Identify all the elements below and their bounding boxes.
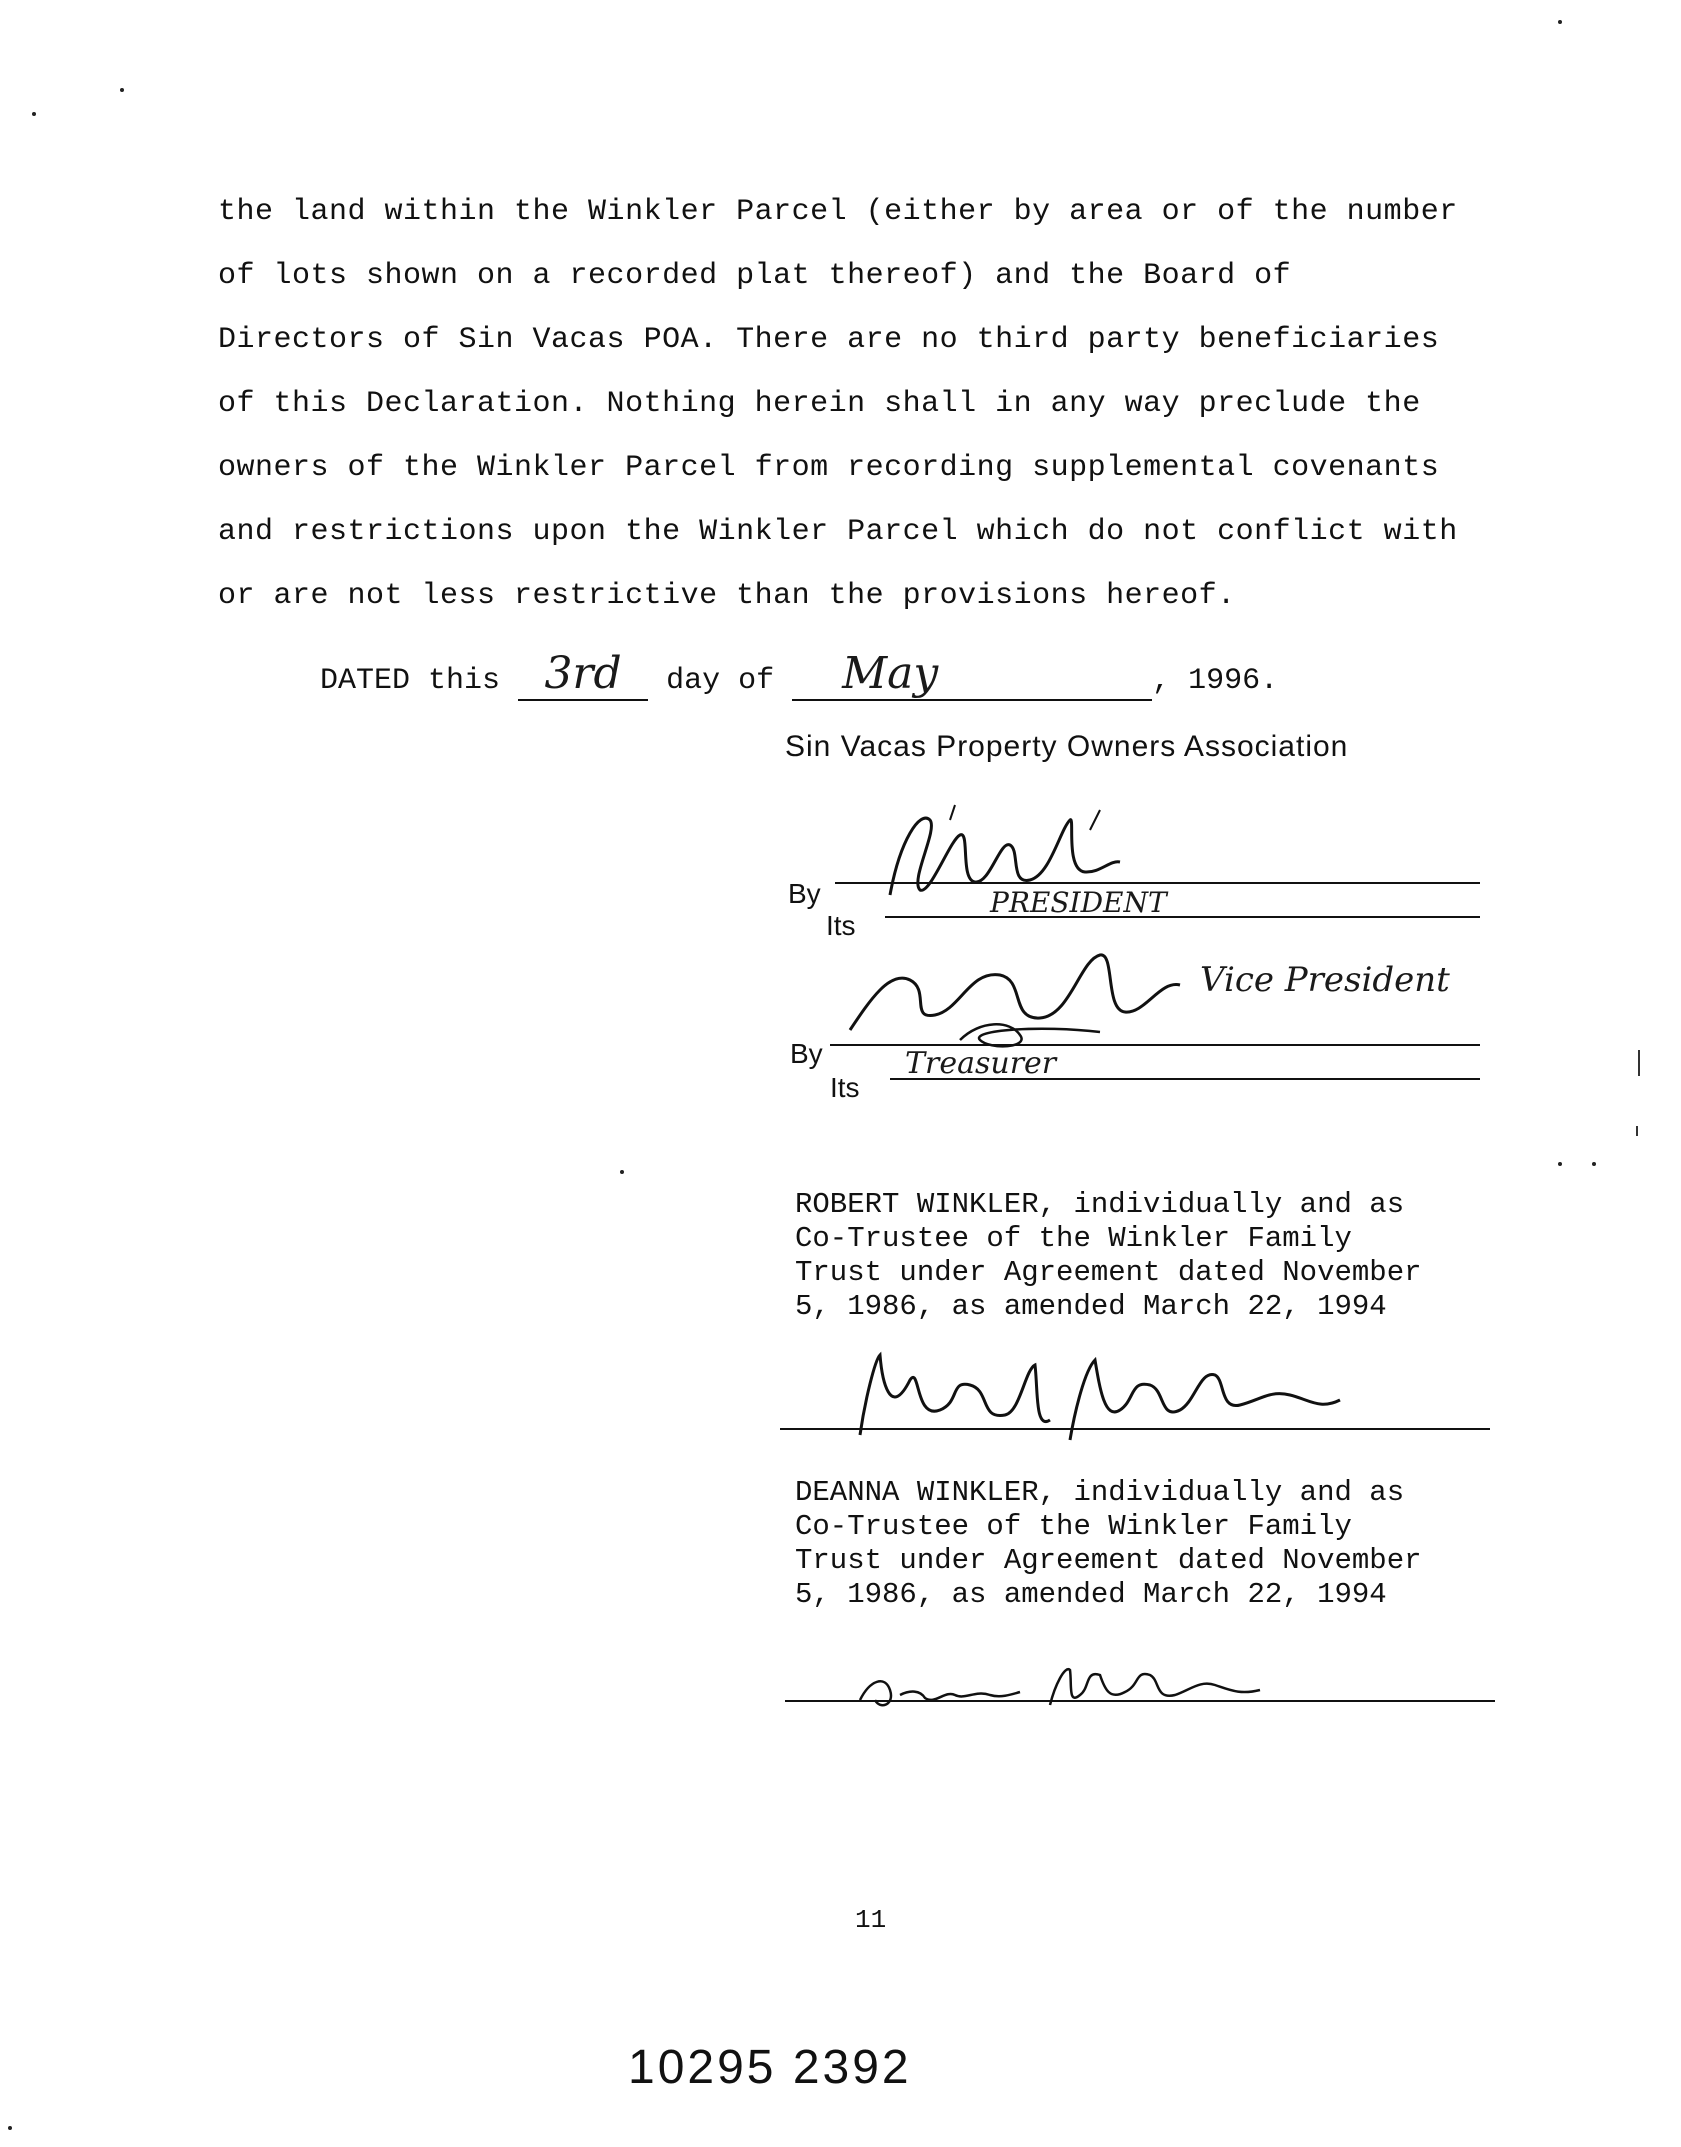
month-field: [792, 648, 1152, 701]
scan-mark: [1636, 1126, 1638, 1136]
robert-line: ROBERT WINKLER, individually and as: [795, 1188, 1405, 1221]
dated-line: [320, 648, 1278, 701]
robert-line: Trust under Agreement dated November: [795, 1256, 1422, 1289]
dated-prefix: DATED this: [320, 664, 501, 698]
handwritten-title-2: Vice President: [1200, 960, 1450, 1000]
scan-speck: [32, 112, 36, 116]
deanna-winkler-signature: [850, 1650, 1320, 1720]
deanna-line: Co-Trustee of the Winkler Family: [795, 1510, 1352, 1543]
vice-president-signature: [840, 940, 1220, 1055]
declaration-paragraph: [218, 180, 1478, 628]
deanna-line: 5, 1986, as amended March 22, 1994: [795, 1578, 1387, 1611]
page-number: 11: [855, 1905, 887, 1935]
paragraph-line: of lots shown on a recorded plat thereof) and the Board of: [218, 259, 1292, 293]
handwritten-title-1: PRESIDENT: [990, 886, 1167, 919]
title-line-1: [885, 916, 1480, 918]
by-label-1: By: [788, 878, 821, 909]
robert-winkler-block: [795, 1188, 1422, 1324]
bates-number: 10295 2392: [628, 2041, 912, 2094]
robert-signature-line: [780, 1428, 1490, 1430]
dated-year: , 1996.: [1152, 664, 1279, 698]
handwritten-title-3: Treasurer: [905, 1046, 1057, 1081]
deanna-line: DEANNA WINKLER, individually and as: [795, 1476, 1405, 1509]
scan-speck: [1558, 1162, 1562, 1166]
robert-line: 5, 1986, as amended March 22, 1994: [795, 1290, 1387, 1323]
scan-mark: [1638, 1050, 1640, 1076]
robert-line: Co-Trustee of the Winkler Family: [795, 1222, 1352, 1255]
by-label-2: By: [790, 1038, 823, 1069]
association-name: Sin Vacas Property Owners Association: [785, 730, 1349, 763]
scan-speck: [8, 2126, 12, 2130]
deanna-signature-line: [785, 1700, 1495, 1702]
paragraph-line: of this Declaration. Nothing herein shall in any way preclude the: [218, 387, 1421, 421]
handwritten-month: May: [842, 648, 939, 699]
deanna-winkler-block: [795, 1476, 1422, 1612]
deanna-line: Trust under Agreement dated November: [795, 1544, 1422, 1577]
signature-line-1: [835, 882, 1480, 884]
scan-speck: [620, 1170, 624, 1174]
paragraph-line: and restrictions upon the Winkler Parcel which do not conflict with: [218, 515, 1458, 549]
paragraph-line: owners of the Winkler Parcel from recording supplemental covenants: [218, 451, 1440, 485]
scan-speck: [1592, 1162, 1596, 1166]
scan-speck: [120, 88, 124, 92]
paragraph-line: or are not less restrictive than the provisions hereof.: [218, 579, 1236, 613]
its-label-2: Its: [830, 1072, 860, 1103]
its-label-1: Its: [826, 910, 856, 941]
dated-middle: day of: [666, 664, 775, 698]
robert-winkler-signature: [820, 1340, 1360, 1450]
paragraph-line: the land within the Winkler Parcel (either by area or of the number: [218, 195, 1458, 229]
day-field: [518, 648, 648, 701]
paragraph-line: Directors of Sin Vacas POA. There are no third party beneficiaries: [218, 323, 1440, 357]
handwritten-day: 3rd: [544, 648, 622, 699]
scan-speck: [1558, 20, 1562, 24]
